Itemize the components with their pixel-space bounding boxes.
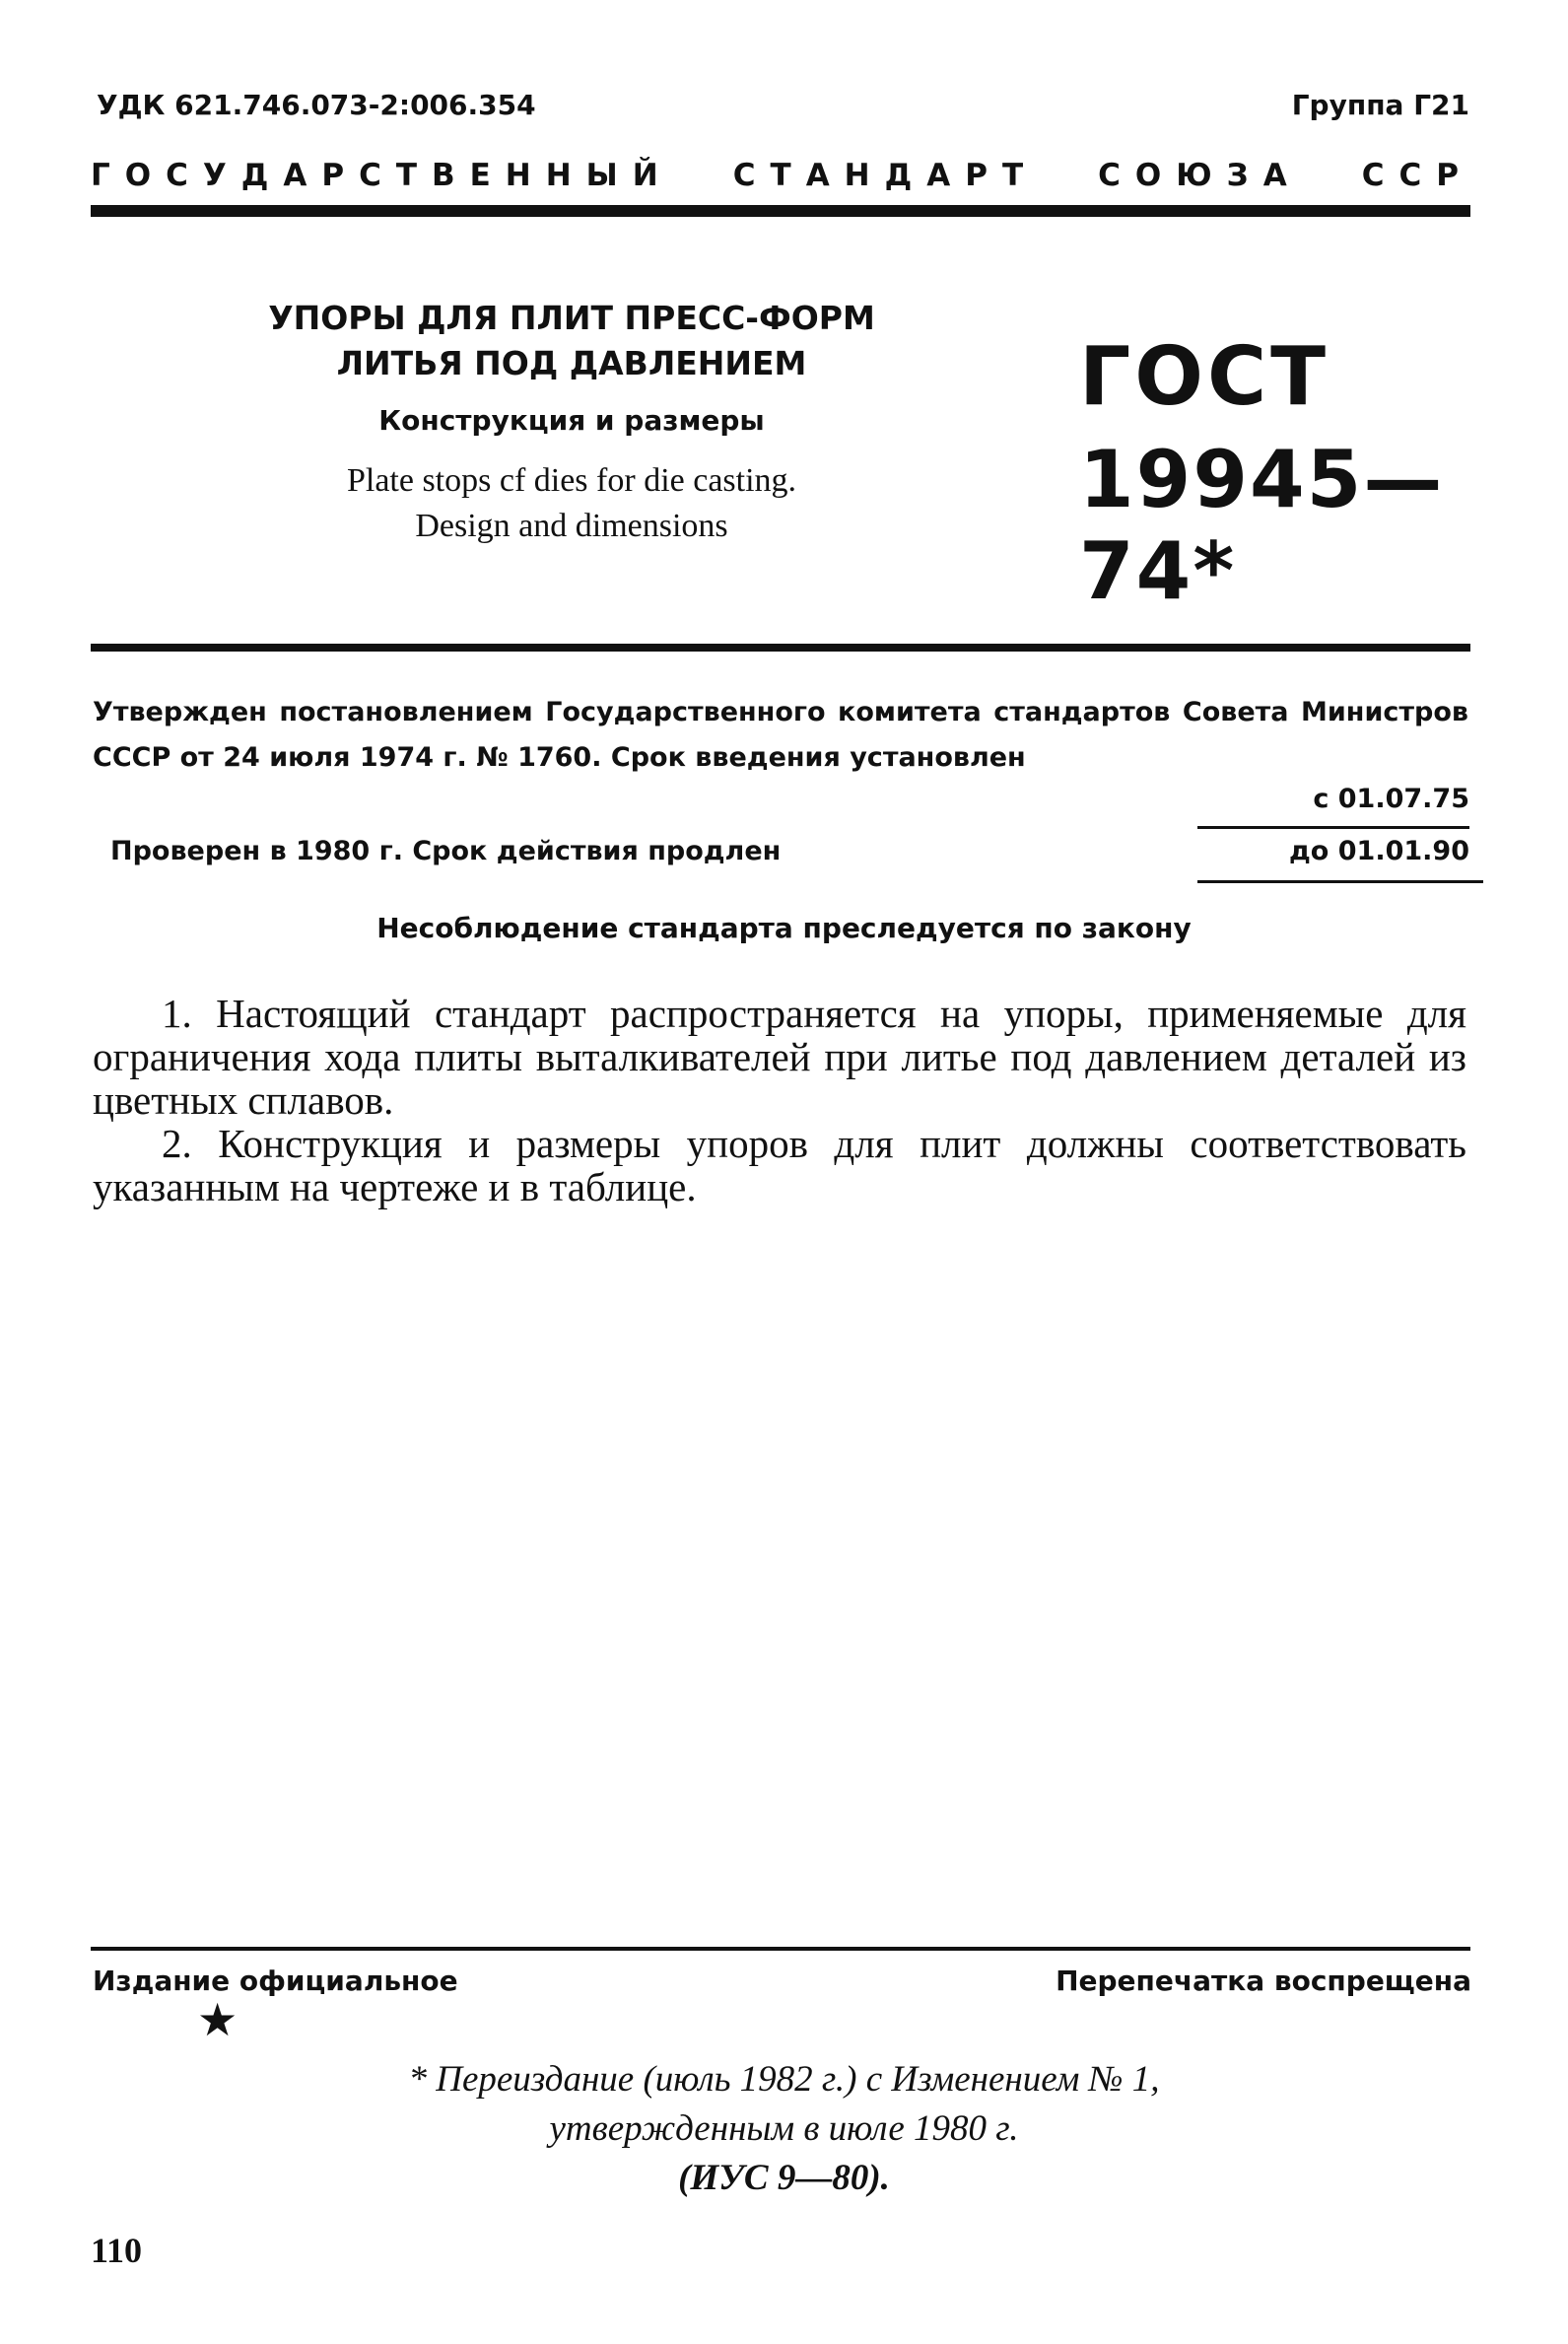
title-en-line: Plate stops cf dies for die casting. <box>346 462 797 499</box>
reprint-prohibited-label: Перепечатка воспрещена <box>1056 1965 1471 1997</box>
bottom-rule <box>91 1947 1470 1951</box>
body-text <box>93 992 1466 1208</box>
state-standard-word: СОЮЗА <box>1098 158 1302 193</box>
checked-statement: Проверен в 1980 г. Срок действия продлен <box>110 836 782 866</box>
paragraph: 2. Конструкция и размеры упоров для плит должны соответствовать указанным на чертеже и в таблице. <box>93 1121 1466 1209</box>
law-notice: Несоблюдение стандарта преследуется по закону <box>376 912 1192 944</box>
approval-statement: Утвержден постановлением Государственного комитета стандартов Совета Министров СССР от 24 июля 1974 г. № 1760. Срок введения установлен <box>93 697 1468 773</box>
reissue-footnote <box>0 2055 1568 2203</box>
top-rule <box>91 205 1470 217</box>
footnote-line: * Переиздание (июль 1982 г.) с Изменением № 1, <box>408 2059 1160 2100</box>
footnote-reference: (ИУС 9—80). <box>678 2158 890 2198</box>
title-ru-line: ЛИТЬЯ ПОД ДАВЛЕНИЕМ <box>336 344 807 382</box>
paragraph: 1. Настоящий стандарт распространяется на упоры, применяемые для ограничения хода плиты выталкивателей при литье под давлением деталей из цветных сплавов. <box>93 991 1466 1123</box>
state-standard-word: ССР <box>1361 158 1473 193</box>
official-edition-label: Издание официальное <box>93 1965 458 1997</box>
title-english <box>246 458 897 549</box>
star-icon: ★ <box>197 1993 239 2046</box>
title-ru-line: УПОРЫ ДЛЯ ПЛИТ ПРЕСС-ФОРМ <box>268 299 875 337</box>
intro-date: с 01.07.75 <box>1313 784 1469 814</box>
state-standard-word: ГОСУДАРСТВЕННЫЙ <box>91 158 673 193</box>
udk-code: УДК 621.746.073-2:006.354 <box>97 89 536 121</box>
title-en-line: Design and dimensions <box>415 508 728 544</box>
date-underline <box>1197 826 1469 829</box>
state-standard-word: СТАНДАРТ <box>732 158 1039 193</box>
title-block <box>246 296 897 549</box>
middle-rule <box>91 644 1470 652</box>
state-standard-heading <box>91 158 1473 193</box>
group-code: Группа Г21 <box>1291 89 1469 121</box>
gost-label: ГОСТ <box>1079 330 1330 424</box>
page-number: 110 <box>91 2231 143 2270</box>
date-underline <box>1197 880 1483 883</box>
subtitle-russian: Конструкция и размеры <box>378 404 765 437</box>
gost-number: 19945—74* <box>1079 434 1445 617</box>
title-russian <box>246 296 897 386</box>
until-date: до 01.01.90 <box>1289 836 1469 866</box>
footnote-line: утвержденным в июле 1980 г. <box>549 2108 1019 2149</box>
